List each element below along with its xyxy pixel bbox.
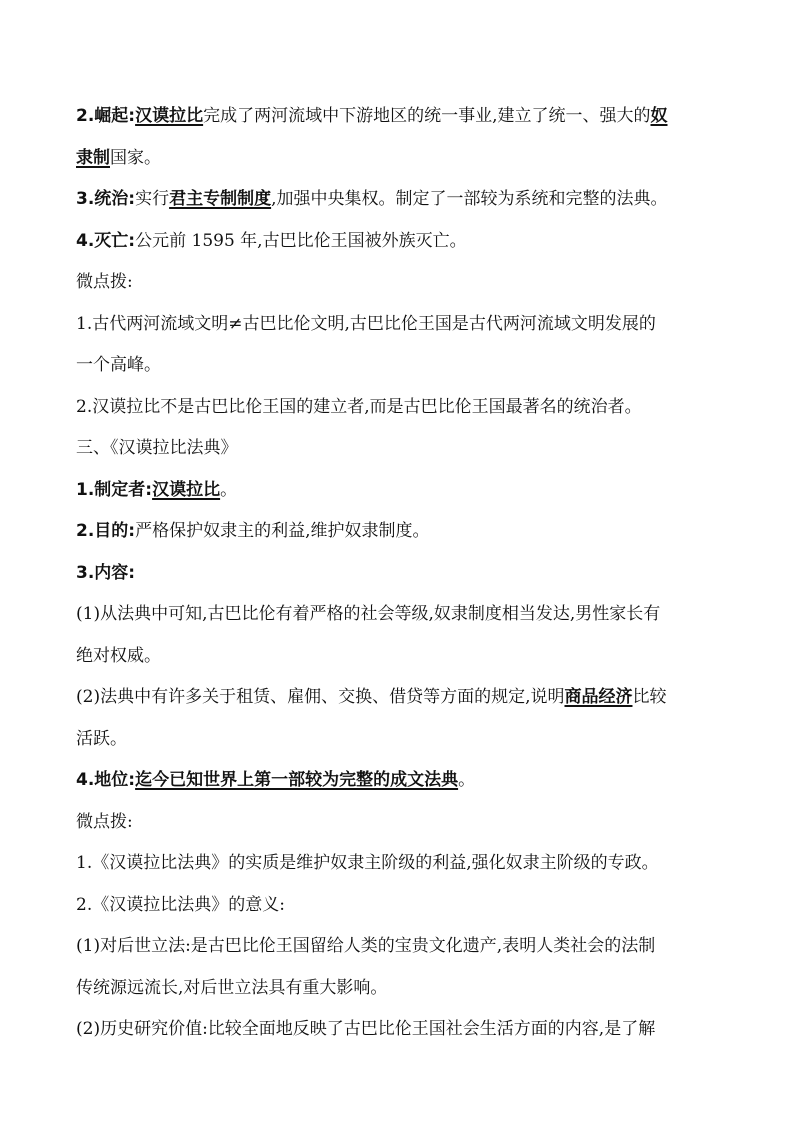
line-rise-cont: [76, 138, 724, 180]
heading-label: 3.统治:: [76, 189, 136, 209]
key-term: 隶制: [76, 147, 110, 168]
content-2-cont: [76, 719, 724, 761]
line-fall: [76, 221, 724, 263]
key-term: 奴: [650, 106, 668, 126]
tip-2: [76, 387, 724, 429]
tip-essence: [76, 843, 724, 885]
heading-label: 1.制定者:: [76, 479, 153, 500]
document-page: [76, 96, 724, 1051]
key-term: 汉谟拉比: [135, 106, 204, 126]
heading-label: 4.灭亡:: [76, 230, 136, 251]
significance-1-cont: [76, 968, 724, 1010]
body-text: ,加强中央集权。制定了一部较为系统和完整的法典。: [271, 189, 668, 209]
key-term: 商品经济: [564, 687, 633, 707]
body-text: 一个高峰。: [76, 355, 161, 375]
body-text: 2.汉谟拉比不是古巴比伦王国的建立者,而是古巴比伦王国最著名的统治者。: [76, 396, 642, 417]
line-status: [76, 760, 724, 802]
content-1-cont: [76, 636, 724, 678]
body-text: 实行: [135, 189, 170, 209]
body-text: (2)法典中有许多关于租赁、雇佣、交换、借贷等方面的规定,说明: [76, 687, 565, 707]
body-text: 完成了两河流域中下游地区的统一事业,建立了统一、强大的: [203, 106, 651, 126]
heading-label: 4.地位:: [76, 770, 136, 790]
significance-2: [76, 1009, 724, 1051]
tip-heading-2: [76, 802, 724, 844]
content-2: [76, 677, 724, 719]
line-content: [76, 553, 724, 595]
body-text: 公元前 1595 年,古巴比伦王国被外族灭亡。: [135, 230, 467, 251]
body-text: 微点拨:: [76, 272, 133, 292]
body-text: 。: [458, 770, 476, 790]
body-text: 1.古代两河流域文明≠古巴比伦文明,古巴比伦王国是古代两河流域文明发展的: [76, 313, 656, 334]
body-text: (2)历史研究价值:比较全面地反映了古巴比伦王国社会生活方面的内容,是了解: [76, 1019, 656, 1039]
body-text: 2.《汉谟拉比法典》的意义:: [76, 894, 285, 915]
heading-label: 3.内容:: [76, 562, 136, 583]
content-1: [76, 594, 724, 636]
line-rule: [76, 179, 724, 221]
body-text: 。: [220, 479, 238, 500]
line-purpose: [76, 511, 724, 553]
significance-1: [76, 926, 724, 968]
body-text: 微点拨:: [76, 811, 133, 832]
line-maker: [76, 470, 724, 512]
tip-heading: [76, 262, 724, 304]
body-text: 活跃。: [76, 728, 127, 749]
body-text: (1)从法典中可知,古巴比伦有着严格的社会等级,奴隶制度相当发达,男性家长有: [76, 604, 661, 624]
key-term: 迄今已知世界上第一部较为完整的成文法典: [135, 770, 459, 790]
body-text: 国家。: [110, 147, 161, 168]
body-text: 1.《汉谟拉比法典》的实质是维护奴隶主阶级的利益,强化奴隶主阶级的专政。: [76, 853, 659, 873]
line-rise: [76, 96, 724, 138]
body-text: 严格保护奴隶主的利益,维护奴隶制度。: [135, 521, 430, 541]
body-text: (1)对后世立法:是古巴比伦王国留给人类的宝贵文化遗产,表明人类社会的法制: [76, 936, 656, 956]
tip-significance: [76, 885, 724, 927]
heading-label: 2.目的:: [76, 521, 136, 541]
tip-1: [76, 304, 724, 346]
tip-1-cont: [76, 345, 724, 387]
body-text: 比较: [632, 687, 667, 707]
body-text: 绝对权威。: [76, 645, 161, 666]
section-heading: [76, 428, 724, 470]
section-title: 三、《汉谟拉比法典》: [76, 438, 238, 458]
heading-label: 2.崛起:: [76, 106, 136, 126]
body-text: 传统源远流长,对后世立法具有重大影响。: [76, 977, 388, 998]
key-term: 汉谟拉比: [152, 479, 221, 500]
key-term: 君主专制制度: [169, 189, 272, 209]
